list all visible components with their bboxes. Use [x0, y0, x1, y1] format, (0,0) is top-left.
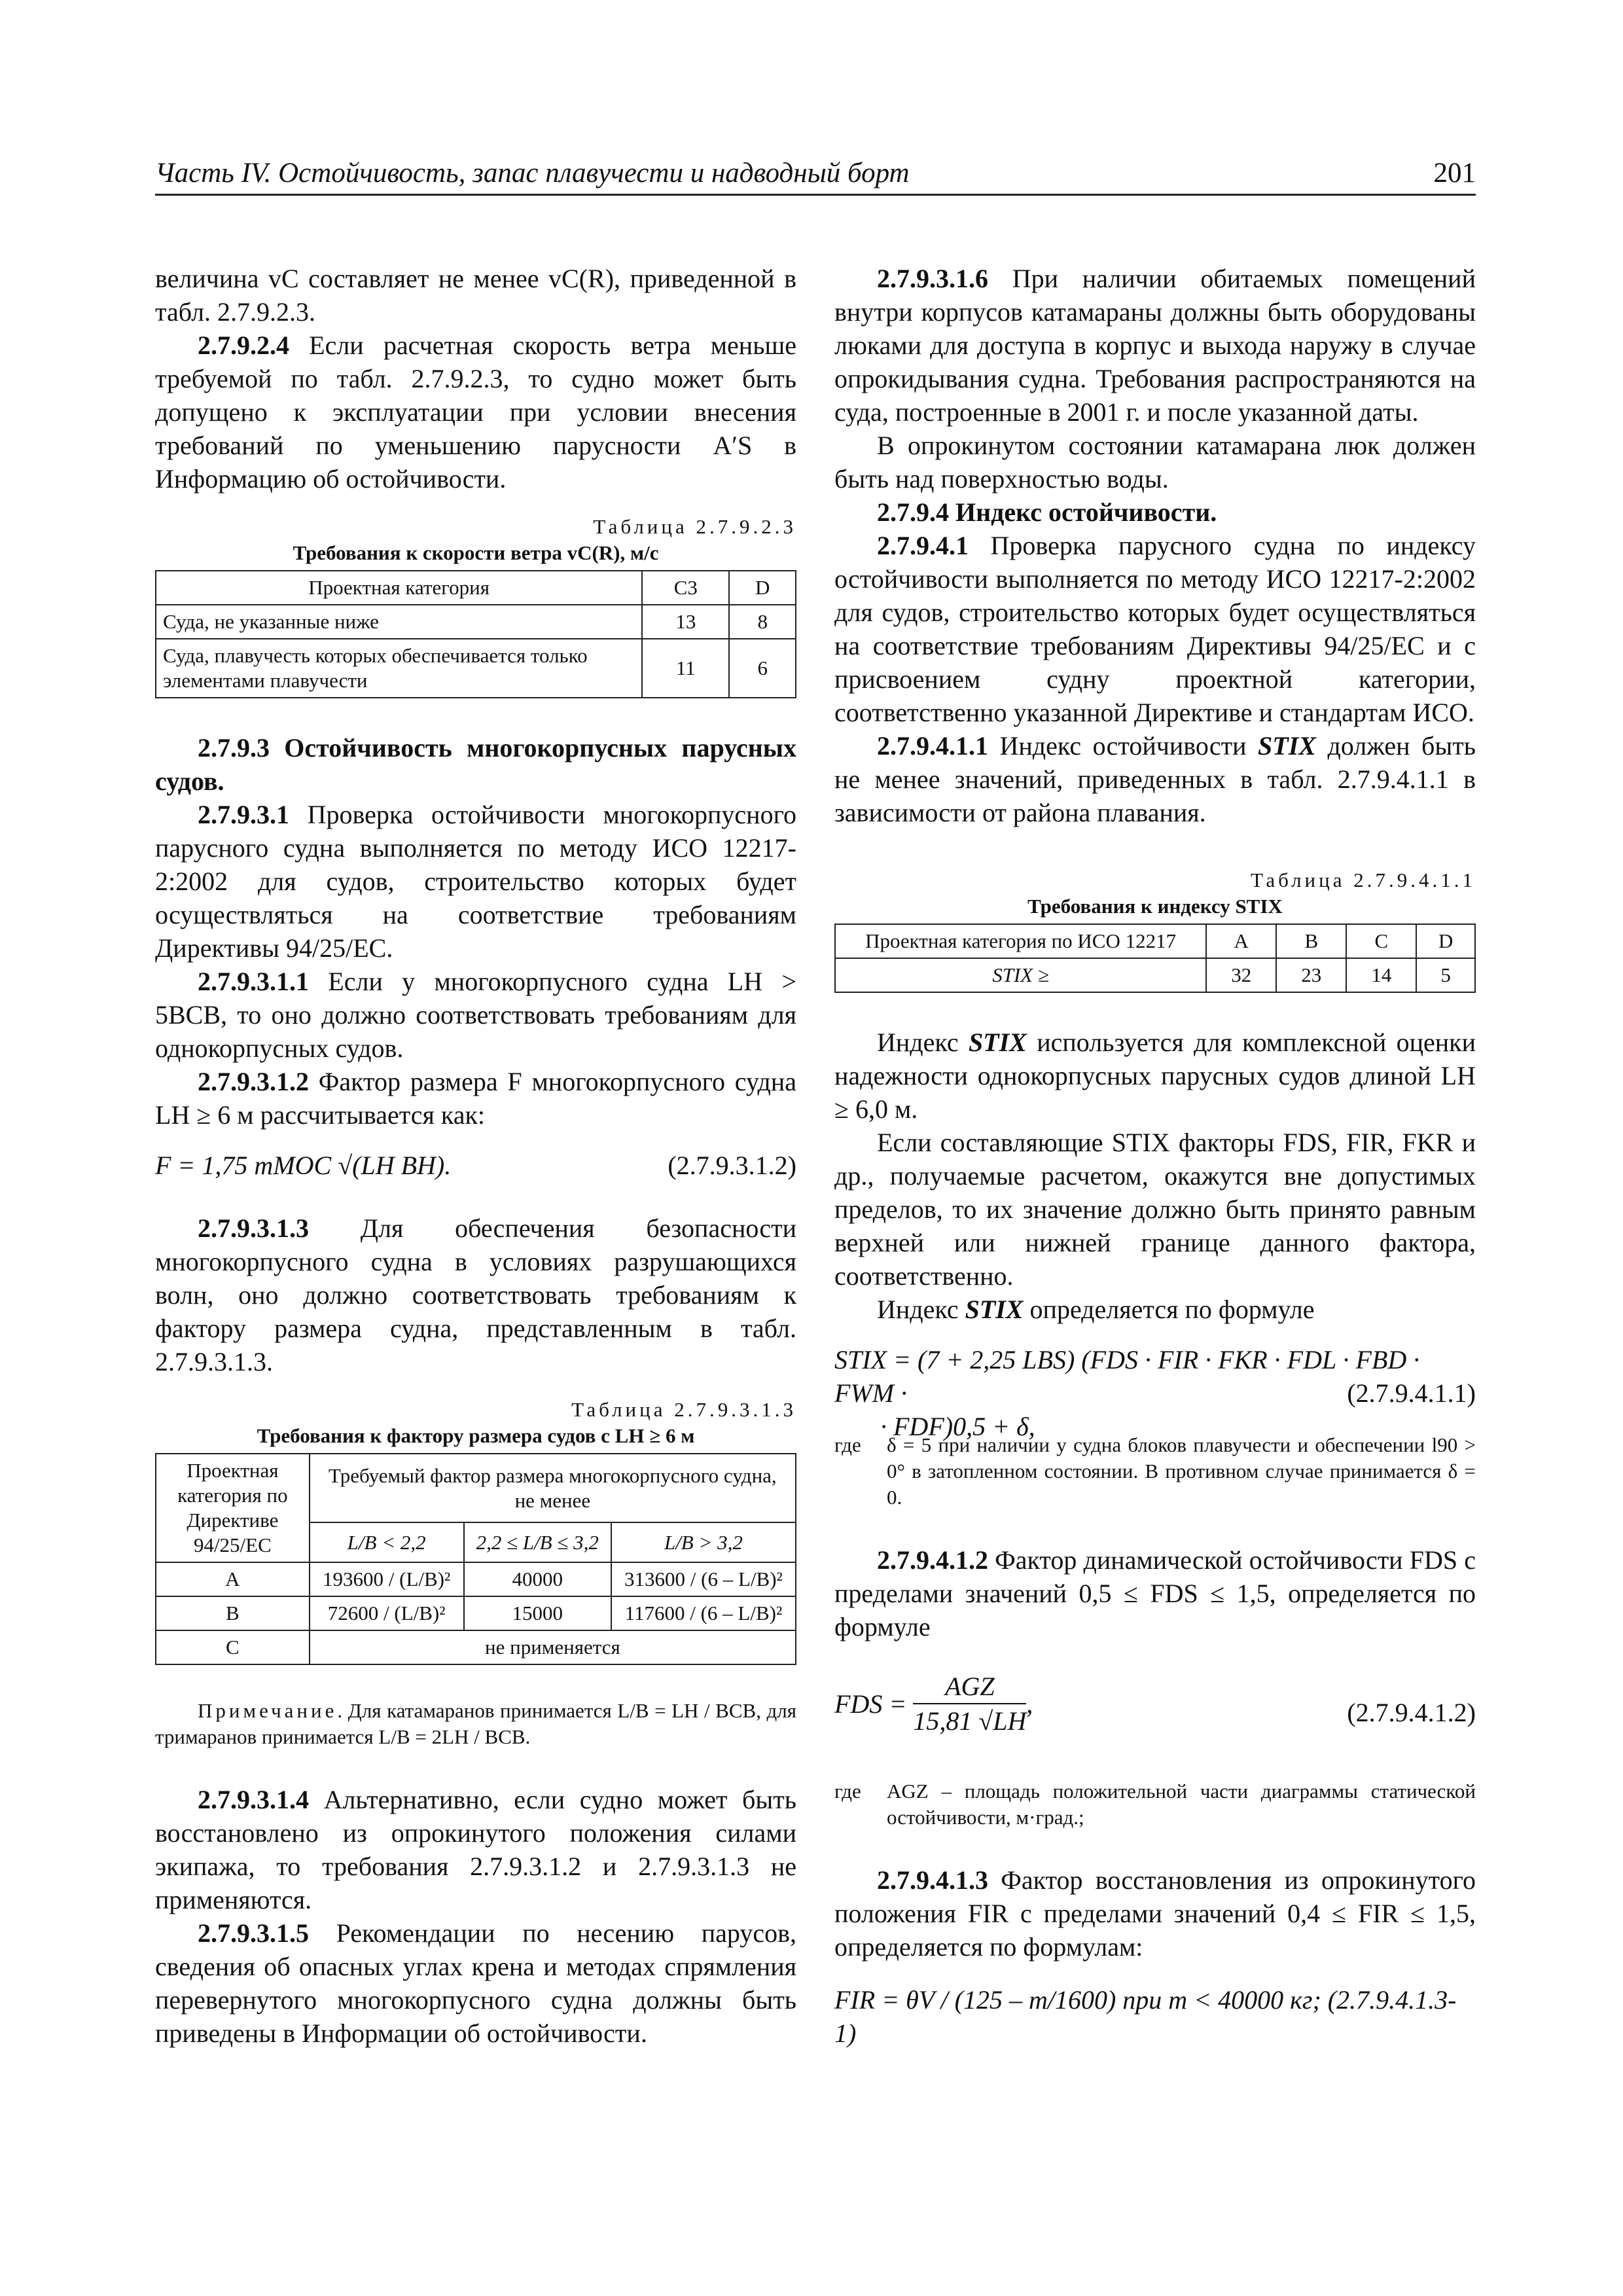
table-header: L/B > 3,2 — [611, 1522, 796, 1562]
running-title: Часть IV. Остойчивость, запас плавучести и надводный борт — [155, 158, 910, 188]
table-label: Таблица 2.7.9.3.1.3 — [571, 1398, 796, 1421]
table-row: A 193600 / (L/B)² 40000 313600 / (6 – L/B)² — [156, 1562, 796, 1596]
table-header: Требуемый фактор размера многокорпусного судна, не менее — [310, 1454, 796, 1522]
table-row: C не применяется — [156, 1630, 796, 1664]
paragraph: В опрокинутом состоянии катамарана люк должен быть над поверхностью воды. — [834, 431, 1476, 493]
table-header: Проектная категория — [156, 571, 642, 605]
table-header: 2,2 ≤ L/B ≤ 3,2 — [464, 1522, 611, 1562]
formula-legend: где δ = 5 при наличии у судна блоков плавучести и обеспечении l90 > 0° в затопленном состоянии. В противном случае принимается δ = 0. — [834, 1433, 1476, 1509]
table-header: D — [729, 571, 796, 605]
table-header: C — [1346, 924, 1416, 958]
paragraph: Индекс STIX определяется по формуле — [877, 1295, 1315, 1324]
left-column — [155, 262, 796, 2050]
table-label: Таблица 2.7.9.4.1.1 — [1251, 869, 1476, 891]
paragraph: Индекс STIX используется для комплексной оценки надежности однокорпусных парусных судов длиной LH ≥ 6,0 м. — [834, 1028, 1476, 1124]
paragraph: 2.7.9.3.1 Проверка остойчивости многокорпусного парусного судна выполняется по методу ИСО 12217-2:2002 для судов, строительство которых будет осуществляться на соответствие требованиям Директивы 94/25/ЕС. — [155, 800, 796, 963]
size-factor-table — [155, 1453, 796, 1665]
paragraph: 2.7.9.4.1.2 Фактор динамической остойчивости FDS с пределами значений 0,5 ≤ FDS ≤ 1,5, определяется по формуле — [834, 1545, 1476, 1641]
paragraph: 2.7.9.3.1.1 Если у многокорпусного судна LH > 5BCB, то оно должно соответствовать требованиям для однокорпусных судов. — [155, 967, 796, 1063]
table-row: Суда, плавучесть которых обеспечивается только элементами плавучести 11 6 — [156, 639, 796, 698]
paragraph: 2.7.9.4.1.1 Индекс остойчивости STIX должен быть не менее значений, приведенных в табл. 2.7.9.4.1.1 в зависимости от района плавания. — [834, 731, 1476, 827]
paragraph: величина vC составляет не менее vC(R), приведенной в табл. 2.7.9.2.3. — [155, 264, 796, 327]
paragraph: 2.7.9.3.1.2 Фактор размера F многокорпусного судна LH ≥ 6 м рассчитывается как: — [155, 1067, 796, 1130]
paragraph: 2.7.9.3.1.5 Рекомендации по несению парусов, сведения об опасных углах крена и методах спрямления перевернутого многокорпусного судна должны быть приведены в Информации об остойчивости. — [155, 1918, 796, 2048]
table-caption: Требования к фактору размера судов с LH ≥ 6 м — [257, 1424, 695, 1447]
paragraph: 2.7.9.3.1.6 При наличии обитаемых помещений внутри корпусов катамараны должны быть оборудованы люками для доступа в корпус и выхода наружу в случае опрокидывания судна. Требования распространяются на суда, построенные в 2001 г. и после указанной даты. — [834, 264, 1476, 427]
page-number: 201 — [1433, 158, 1476, 188]
table-label: Таблица 2.7.9.2.3 — [593, 515, 796, 538]
table-header: Проектная категория по Директиве 94/25/ЕС — [156, 1454, 310, 1562]
page-header — [155, 154, 1476, 196]
table-header: A — [1206, 924, 1276, 958]
table-row: STIX ≥ 32 23 14 5 — [835, 958, 1475, 992]
paragraph: 2.7.9.2.4 Если расчетная скорость ветра меньше требуемой по табл. 2.7.9.2.3, то судно может быть допущено к эксплуатации при условии внесения требований по уменьшению парусности A′S в Информацию об остойчивости. — [155, 331, 796, 493]
paragraph: 2.7.9.3.1.4 Альтернативно, если судно может быть восстановлено из опрокинутого положения силами экипажа, то требования 2.7.9.3.1.2 и 2.7.9.3.1.3 не применяются. — [155, 1785, 796, 1914]
table-header: L/B < 2,2 — [310, 1522, 464, 1562]
table-note: Примечание. Для катамаранов принимается L/B = LH / BCB, для тримаранов принимается L/B = 2LH / BCB. — [155, 1699, 796, 1748]
stix-table — [834, 924, 1476, 993]
table-header: D — [1416, 924, 1475, 958]
paragraph: 2.7.9.4.1 Проверка парусного судна по индексу остойчивости выполняется по методу ИСО 12217-2:2002 для судов, строительство которых будет осуществляться на соответствие требованиям Директивы 94/25/ЕС и с присвоением судну проектной категории, соответственно указанной Директиве и стандартам ИСО. — [834, 531, 1476, 727]
table-header: B — [1276, 924, 1346, 958]
table-header: Проектная категория по ИСО 12217 — [835, 924, 1206, 958]
paragraph: 2.7.9.4.1.3 Фактор восстановления из опрокинутого положения FIR с пределами значений 0,4 ≤ FIR ≤ 1,5, определяется по формулам: — [834, 1865, 1476, 1962]
wind-speed-table — [155, 570, 796, 698]
section-heading: 2.7.9.4 Индекс остойчивости. — [877, 497, 1217, 527]
formula: STIX = (7 + 2,25 LBS) (FDS · FIR · FKR · FDL · FBD · FWM · · FDF)0,5 + δ, (2.7.9.4.1.1) — [834, 1345, 1476, 1441]
formula: F = 1,75 mMOC √(LH BH). (2.7.9.3.1.2) — [155, 1151, 796, 1180]
table-header: C3 — [642, 571, 729, 605]
paragraph: Если составляющие STIX факторы FDS, FIR, FKR и др., получаемые расчетом, окажутся вне допустимых пределов, то их значение должно быть принято равным верхней или нижней границе данного фактора, соответственно. — [834, 1128, 1476, 1291]
table-row: B 72600 / (L/B)² 15000 117600 / (6 – L/B)² — [156, 1596, 796, 1630]
paragraph: 2.7.9.3.1.3 Для обеспечения безопасности многокорпусного судна в условиях разрушающихся волн, оно должно соответствовать требованиям к фактору размера судна, представленным в табл. 2.7.9.3.1.3. — [155, 1213, 796, 1376]
table-caption: Требования к скорости ветра vC(R), м/с — [293, 541, 659, 564]
table-row: Суда, не указанные ниже 13 8 — [156, 605, 796, 639]
section-heading: 2.7.9.3 Остойчивость многокорпусных парусных судов. — [155, 733, 796, 796]
formula-legend: где AGZ – площадь положительной части диаграммы статической остойчивости, м·град.; — [834, 1780, 1476, 1829]
formula: FIR = θV / (125 – m/1600) при m < 40000 кг; (2.7.9.4.1.3-1) — [834, 1985, 1457, 2048]
fraction: $\frac{\text{AGZ}}{15,81 √LH}$ — [913, 1670, 1026, 1738]
table-caption: Требования к индексу STIX — [1027, 895, 1283, 918]
formula: FDS = $\frac{\text{AGZ}}{15,81 √LH}$ , (2.7.9.4.1.2) — [834, 1670, 1476, 1761]
right-column — [834, 262, 1476, 2046]
